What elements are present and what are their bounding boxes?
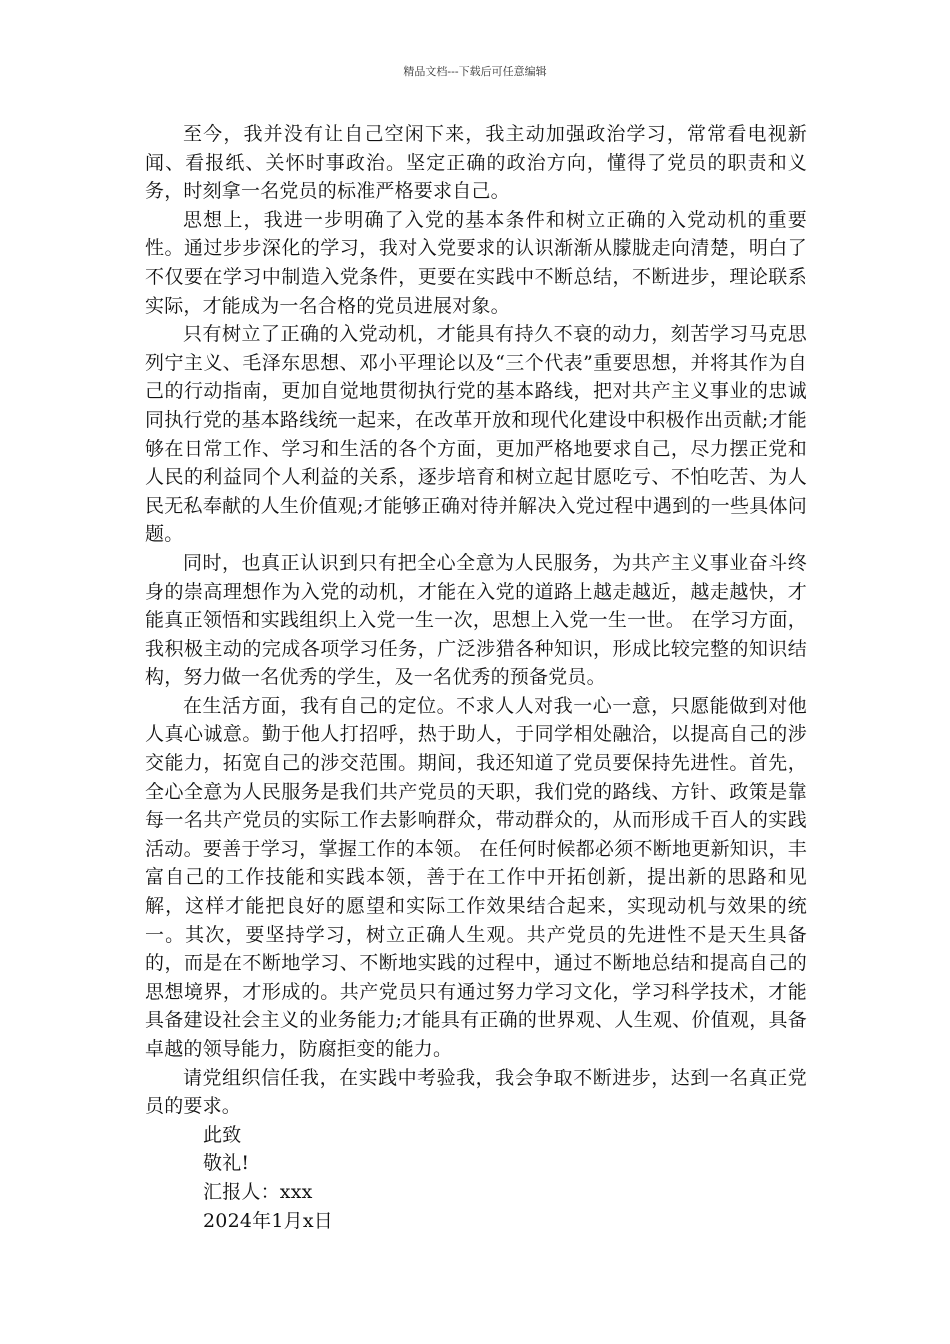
document-body [145, 120, 807, 1235]
reporter-signature: 汇报人：xxx [203, 1180, 313, 1203]
body-paragraph: 至今，我并没有让自己空闲下来，我主动加强政治学习，常常看电视新闻、看报纸、关怀时事政治。坚定正确的政治方向，懂得了党员的职责和义务，时刻拿一名党员的标准严格要求自己。 [145, 123, 807, 203]
body-paragraph: 同时，也真正认识到只有把全心全意为人民服务，为共产主义事业奋斗终身的崇高理想作为入党的动机，才能在入党的道路上越走越近，越走越快，才能真正领悟和实践组织上入党一生一次，思想上入党一生一世。 在学习方面，我积极主动的完成各项学习任务，广泛涉猎各种知识，形成比较完整的知识结构，努力做一名优秀的学生，及一名优秀的预备党员。 [145, 551, 807, 689]
page-header: 精品文档---下载后可任意编辑 [403, 65, 547, 78]
report-date: 2024年1月x日 [203, 1209, 333, 1232]
closing-respect: 敬礼! [203, 1152, 250, 1175]
body-paragraph: 思想上，我进一步明确了入党的基本条件和树立正确的入党动机的重要性。通过步步深化的学习，我对入党要求的认识渐渐从朦胧走向清楚，明白了不仅要在学习中制造入党条件，更要在实践中不断总结，不断进步，理论联系实际，才能成为一名合格的党员进展对象。 [145, 208, 807, 317]
closing-salutation: 此致 [203, 1123, 242, 1146]
body-paragraph: 请党组织信任我，在实践中考验我，我会争取不断进步，达到一名真正党员的要求。 [145, 1066, 807, 1118]
body-paragraph: 只有树立了正确的入党动机，才能具有持久不衰的动力，刻苦学习马克思列宁主义、毛泽东思想、邓小平理论以及“三个代表”重要思想，并将其作为自己的行动指南，更加自觉地贯彻执行党的基本路线，把对共产主义事业的忠诚同执行党的基本路线统一起来，在改革开放和现代化建设中积极作出贡献;才能够在日常工作、学习和生活的各个方面，更加严格地要求自己，尽力摆正党和人民的利益同个人利益的关系，逐步培育和树立起甘愿吃亏、不怕吃苦、为人民无私奉献的人生价值观;才能够正确对待并解决入党过程中遇到的一些具体问题。 [145, 323, 807, 546]
body-paragraph: 在生活方面，我有自己的定位。不求人人对我一心一意，只愿能做到对他人真心诚意。勤于他人打招呼，热于助人，于同学相处融洽，以提高自己的涉交能力，拓宽自己的涉交范围。期间，我还知道了党员要保持先进性。首先，全心全意为人民服务是我们共产党员的天职，我们党的路线、方针、政策是靠每一名共产党员的实际工作去影响群众，带动群众的，从而形成千百人的实践活动。要善于学习，掌握工作的本领。 在任何时候都必须不断地更新知识，丰富自己的工作技能和实践本领，善于在工作中开拓创新，提出新的思路和见解，这样才能把良好的愿望和实际工作效果结合起来，实现动机与效果的统一。其次，要坚持学习，树立正确人生观。共产党员的先进性不是天生具备的，而是在不断地学习、不断地实践的过程中，通过不断地总结和提高自己的思想境界，才形成的。共产党员只有通过努力学习文化，学习科学技术，才能具备建设社会主义的业务能力;才能具有正确的世界观、人生观、价值观，具备卓越的领导能力，防腐拒变的能力。 [145, 694, 807, 1060]
